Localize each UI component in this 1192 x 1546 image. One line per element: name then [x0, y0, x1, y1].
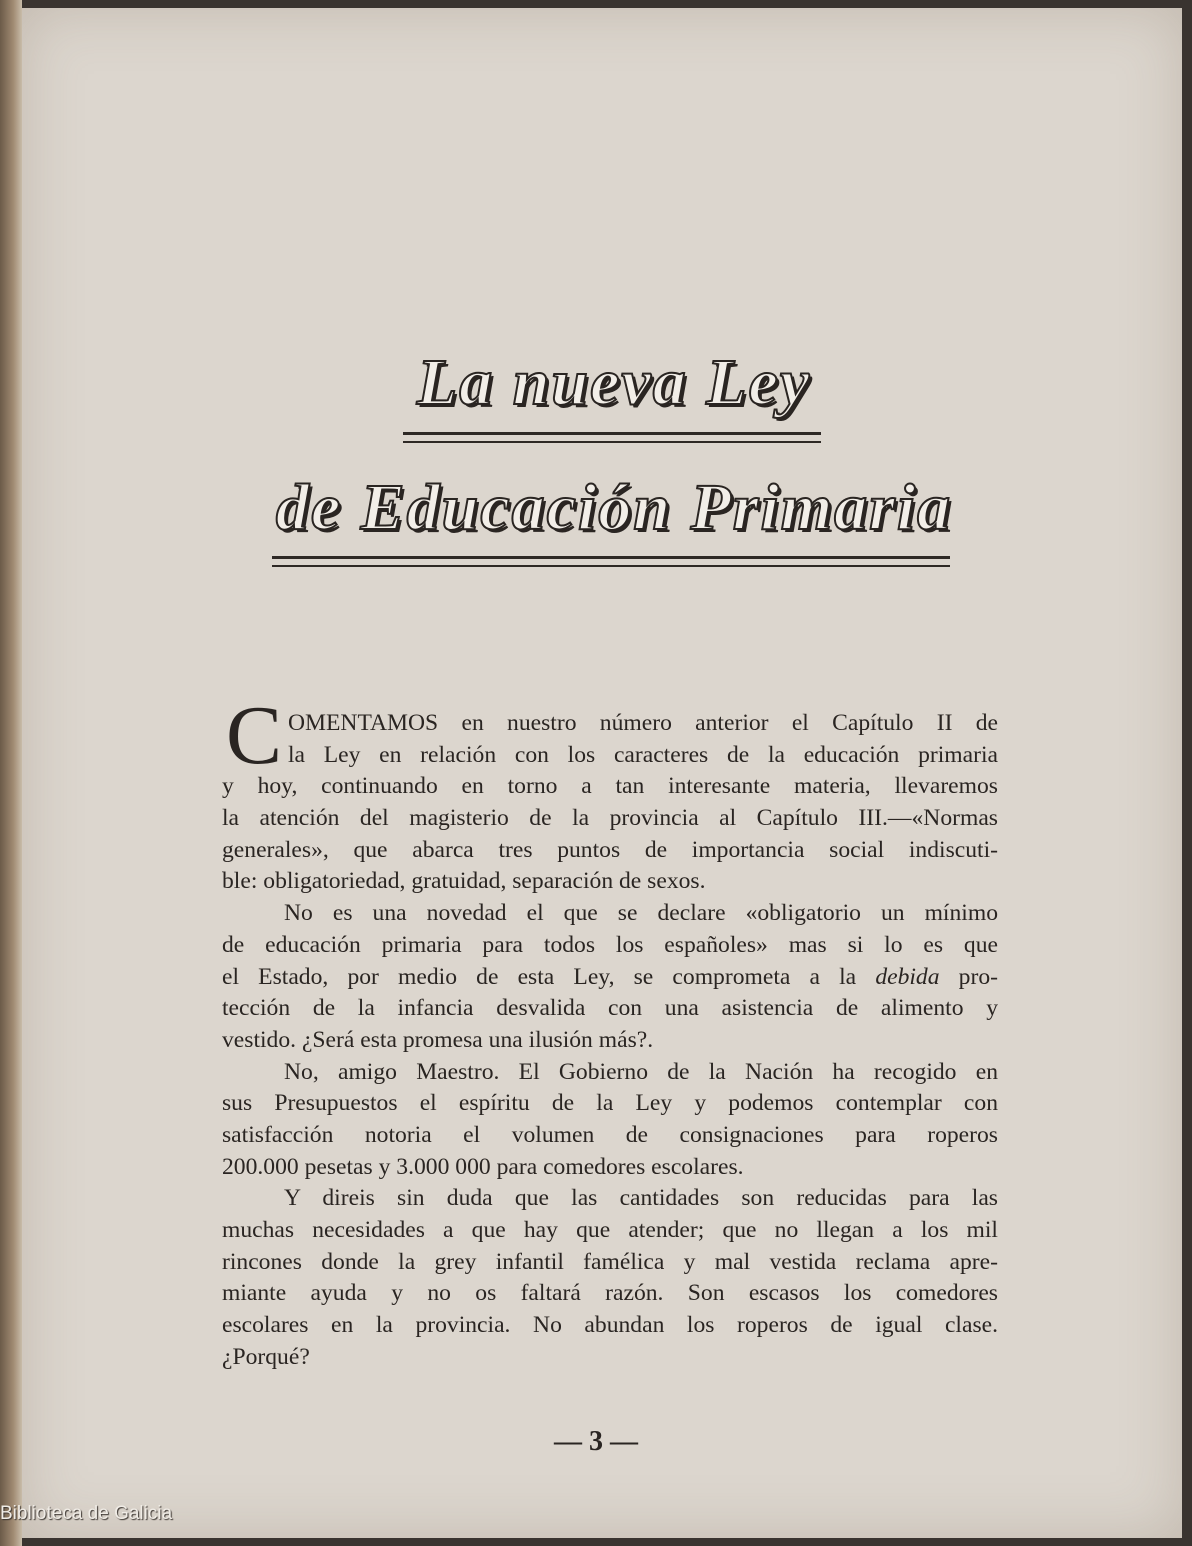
text-line: el Estado, por medio de esta Ley, se comprometa a la debida pro-	[222, 963, 998, 990]
title-underline-1b	[403, 441, 821, 443]
title-underline-2a	[272, 556, 950, 559]
title-underline-2b	[272, 565, 950, 567]
drop-cap: C	[226, 689, 283, 782]
text-line: ble: obligatoriedad, gratuidad, separación de sexos.	[222, 868, 706, 895]
library-watermark: Biblioteca de Galicia	[0, 1503, 173, 1524]
text-line: sus Presupuestos el espíritu de la Ley y podemos contemplar con	[222, 1090, 998, 1117]
text-line: vestido. ¿Será esta promesa una ilusión más?.	[222, 1026, 654, 1053]
title-line-2: de Educación Primaria	[275, 471, 953, 544]
title-line-1: La nueva Ley	[416, 346, 812, 419]
text-line: ¿Porqué?	[222, 1343, 310, 1370]
text-line: 200.000 pesetas y 3.000 000 para comedores escolares.	[222, 1153, 744, 1180]
text-line: satisfacción notoria el volumen de consignaciones para roperos	[222, 1121, 998, 1148]
text-line: la Ley en relación con los caracteres de la educación primaria	[288, 741, 998, 768]
page-number: — 3 —	[554, 1426, 638, 1457]
title-underline-1a	[403, 432, 821, 435]
text-line: No es una novedad el que se declare «obligatorio un mínimo	[284, 900, 998, 927]
article-body	[222, 708, 998, 1373]
text-line: Y direis sin duda que las cantidades son reducidas para las	[284, 1185, 998, 1212]
text-line: miante ayuda y no os faltará razón. Son escasos los comedores	[222, 1280, 998, 1307]
emphasis-debida: debida	[875, 963, 940, 990]
text-line: muchas necesidades a que hay que atender; que no llegan a los mil	[222, 1217, 998, 1243]
text-line: y hoy, continuando en torno a tan interesante materia, llevaremos	[222, 773, 998, 800]
text-line: generales», que abarca tres puntos de importancia social indiscuti-	[222, 836, 998, 863]
text-line: rincones donde la grey infantil famélica y mal vestida reclama apre-	[222, 1248, 998, 1275]
text-line: OMENTAMOS en nuestro número anterior el Capítulo II de	[288, 710, 998, 736]
text-line: tección de la infancia desvalida con una asistencia de alimento y	[222, 995, 998, 1022]
book-spine-edge	[0, 0, 22, 1546]
text-line: la atención del magisterio de la provincia al Capítulo III.—«Normas	[222, 805, 998, 832]
text-line: de educación primaria para todos los españoles» mas si lo es que	[222, 931, 998, 958]
text-line: escolares en la provincia. No abundan los roperos de igual clase.	[222, 1312, 998, 1339]
text-line: No, amigo Maestro. El Gobierno de la Nación ha recogido en	[284, 1058, 998, 1085]
